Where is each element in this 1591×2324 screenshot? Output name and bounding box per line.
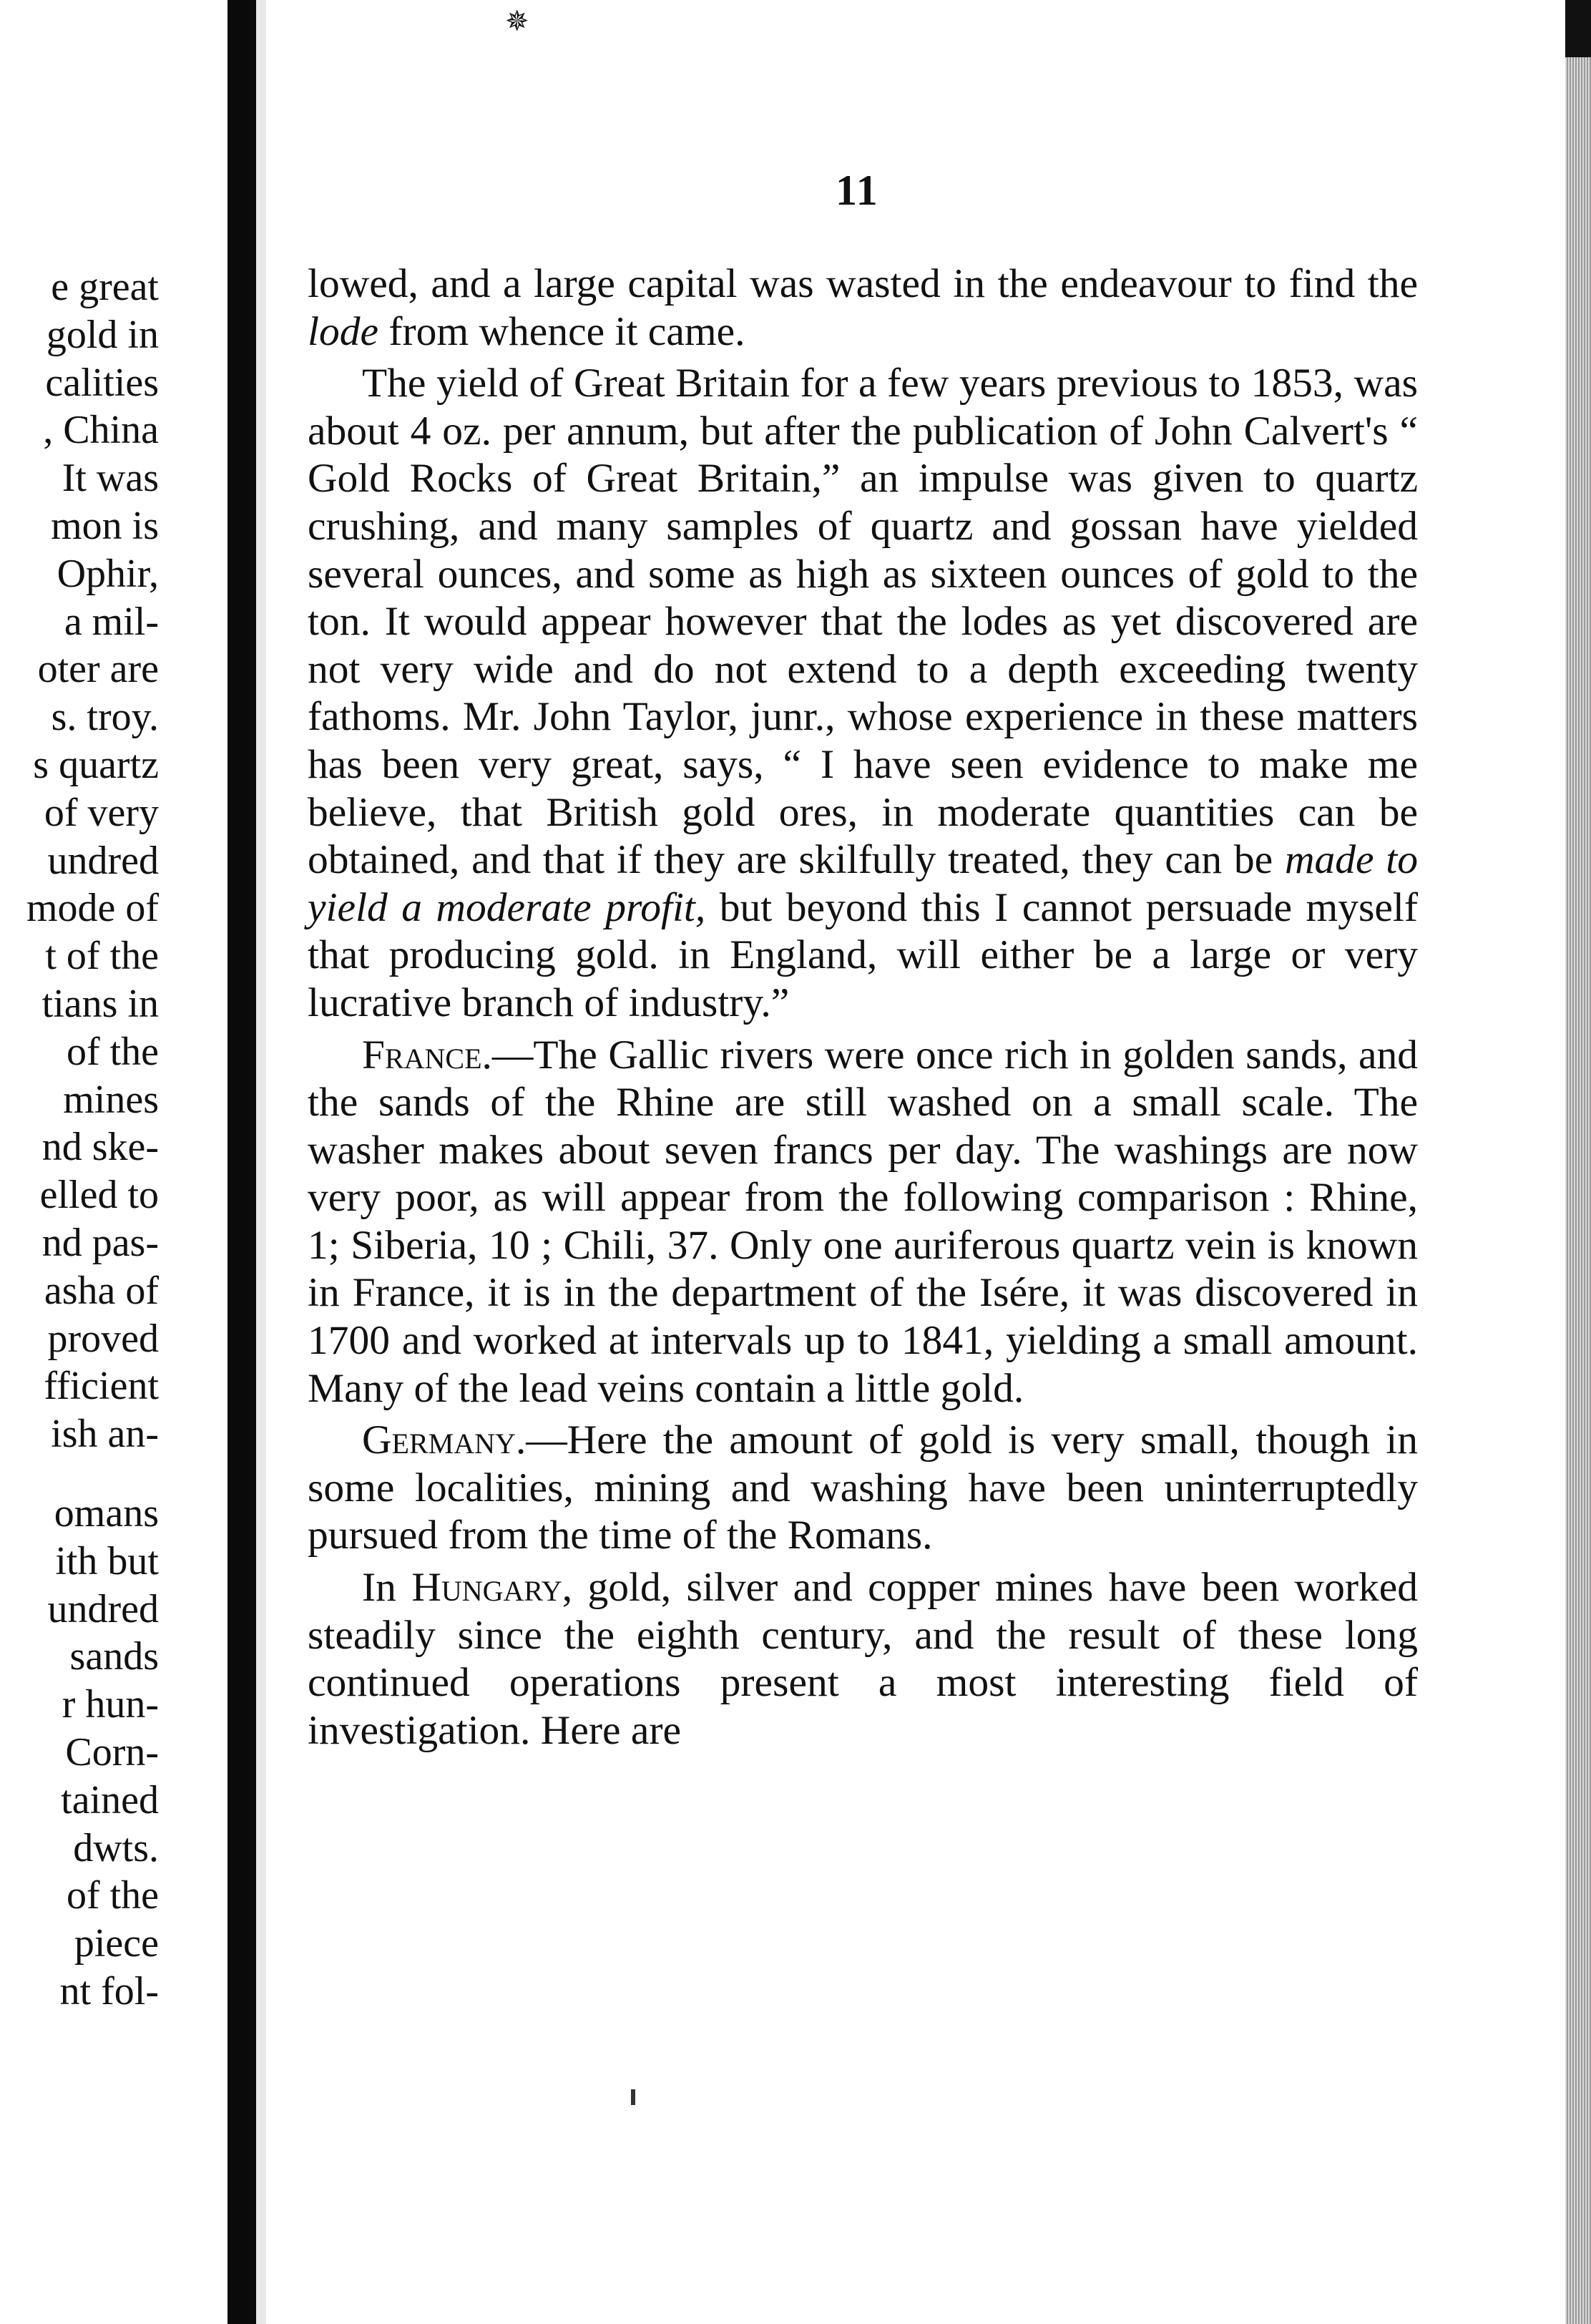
- paragraph-text: but beyond this I cannot persuade myself that producing gold. in England, will either be a large or very lucrative branch of industry.”: [308, 884, 1418, 1025]
- left-page-line: mode of: [26, 886, 159, 931]
- left-page-line: proved: [47, 1316, 159, 1361]
- paragraph-text: lowed, and a large capital was wasted in the endeavour to find the: [308, 261, 1418, 306]
- left-page-line: e great: [51, 265, 159, 309]
- page-number: 11: [836, 167, 879, 214]
- page-edge-top: [1565, 0, 1591, 57]
- section-heading-france: France.: [362, 1032, 492, 1078]
- left-page-line: undred: [47, 1586, 159, 1631]
- paragraph-hungary: [308, 1564, 1418, 1754]
- paragraph-text: In: [362, 1565, 412, 1611]
- left-page-line: asha of: [44, 1268, 159, 1313]
- page-gutter-shadow: [227, 0, 256, 2324]
- left-page-line: It was: [62, 456, 159, 501]
- left-page-line: piece: [74, 1921, 159, 1966]
- left-page-line: elled to: [39, 1173, 159, 1218]
- left-page-line: dwts.: [73, 1825, 159, 1870]
- left-page-line: tained: [61, 1777, 159, 1822]
- left-page-line: t of the: [45, 934, 159, 979]
- paragraph-text: , gold, silver and copper mines have been worked steadily since the eighth century, and the result of these long continued operations present a most interesting field of investigation. Here are: [308, 1565, 1419, 1753]
- left-page-line: mon is: [51, 504, 159, 548]
- left-page-line: nd ske-: [41, 1125, 159, 1170]
- left-page-line: undred: [47, 838, 159, 883]
- left-page-line: Corn-: [65, 1730, 159, 1774]
- left-page-line: r hun-: [62, 1682, 159, 1727]
- page-edge-stack: [1565, 57, 1591, 2324]
- left-page-fragment: [0, 0, 227, 2324]
- section-heading-germany: Germany.: [362, 1417, 527, 1463]
- paragraph-text: from whence it came.: [378, 308, 745, 354]
- left-page-line: nt fol-: [59, 1969, 159, 2013]
- page-gutter-edge: [256, 0, 266, 2324]
- left-page-line: of the: [66, 1029, 159, 1074]
- italic-text: lode: [308, 308, 378, 354]
- scan-speck: [631, 2089, 635, 2105]
- left-page-line: s. troy.: [51, 695, 159, 740]
- paragraph-text: —Here the amount of gold is very small, though in some localities, mining and washing have been uninterruptedly pursued from the time of the Romans.: [308, 1417, 1418, 1558]
- left-page-line: sands: [69, 1634, 159, 1679]
- left-page-line: ish an-: [51, 1412, 159, 1457]
- left-page-line: mines: [63, 1077, 159, 1122]
- paragraph-continuation: [308, 260, 1418, 356]
- italic-text: made to yield a moderate profit,: [308, 837, 1418, 930]
- paragraph-germany: [308, 1417, 1418, 1560]
- left-page-line: gold in: [46, 312, 159, 357]
- left-page-line: of the: [66, 1873, 159, 1918]
- left-page-line: s quartz: [33, 743, 159, 787]
- left-page-line: a mil-: [64, 599, 159, 644]
- left-page-line: calities: [45, 360, 159, 405]
- paragraph-france: [308, 1032, 1418, 1413]
- paragraph-text: —The Gallic rivers were once rich in golden sands, and the sands of the Rhine are still washed on a small scale. The washer makes about seven francs per day. The washings are now very poor, as will appear from the following comparison : Rhine, 1; Siberia, 10 ; Chili, 37. Only one auriferous quartz vein is known in France, it is in the department of the Isére, it was discovered in 1700 and worked at intervals up to 1841, yielding a small amount. Many of the lead veins contain a little gold.: [308, 1032, 1418, 1411]
- left-page-line: Ophir,: [57, 551, 159, 596]
- paragraph-great-britain: [308, 360, 1418, 1027]
- section-heading-hungary: Hungary: [411, 1565, 562, 1611]
- paragraph-text: The yield of Great Britain for a few years previous to 1853, was about 4 oz. per annum, but after the publication of John Calvert's “ Gold Rocks of Great Britain,” an impulse was given to quartz crushing, and many samples of quartz and gossan have yielded several ounces, and some as high as sixteen ounces of gold to the ton. It would appear however that the lodes as yet discovered are not very wide and do not extend to a depth exceeding twenty fathoms. Mr. John Taylor, junr., whose experience in these matters has been very great, says, “ I have seen evidence to make me believe, that British gold ores, in moderate quantities can be obtained, and that if they are skilfully treated, they can be: [308, 361, 1418, 883]
- scan-mark: ✵: [505, 5, 529, 37]
- left-page-line: , China: [43, 408, 159, 453]
- left-page-line: nd pas-: [41, 1221, 159, 1265]
- left-page-line: oter are: [37, 647, 159, 692]
- left-page-line: of very: [44, 790, 159, 835]
- left-page-line: ith but: [55, 1538, 159, 1583]
- left-page-line: omans: [54, 1491, 159, 1536]
- body-text: [308, 260, 1418, 1759]
- left-page-line: fficient: [44, 1364, 159, 1409]
- left-page-line: tians in: [41, 982, 159, 1026]
